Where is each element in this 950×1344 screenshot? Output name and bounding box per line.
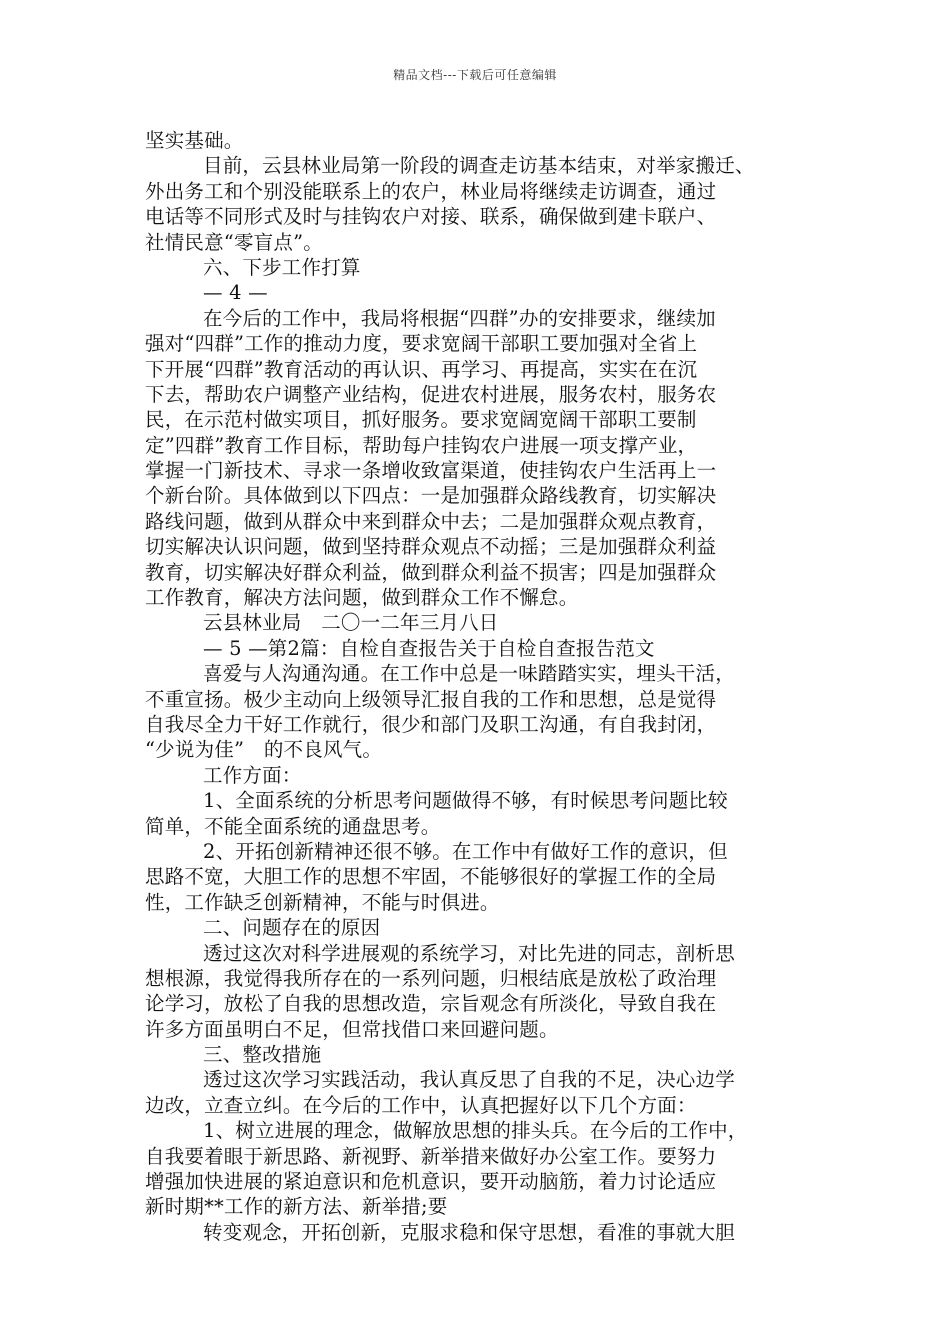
text-line: 定”四群”教育工作目标，帮助每户挂钩农户进展一项支撑产业， bbox=[145, 433, 698, 457]
text-line: “少说为佳” 的不良风气。 bbox=[145, 738, 383, 762]
text-line: 边改，立查立纠。在今后的工作中，认真把握好以下几个方面： bbox=[145, 1093, 697, 1117]
text-line: 透过这次对科学进展观的系统学习，对比先进的同志，剖析思 bbox=[203, 941, 735, 965]
text-line: 不重宣扬。极少主动向上级领导汇报自我的工作和思想，总是觉得 bbox=[145, 687, 717, 711]
text-line: 透过这次学习实践活动，我认真反思了自我的不足，决心边学 bbox=[203, 1068, 735, 1092]
text-line: 转变观念，开拓创新，克服求稳和保守思想，看准的事就大胆 bbox=[203, 1220, 735, 1244]
text-line: — 4 — bbox=[203, 281, 268, 305]
text-line: 思路不宽，大胆工作的思想不牢固，不能够很好的掌握工作的全局 bbox=[145, 865, 717, 889]
text-line: 新时期**工作的新方法、新举措;要 bbox=[145, 1195, 448, 1219]
text-line: 工作方面： bbox=[203, 763, 302, 787]
text-line: 性，工作缺乏创新精神，不能与时俱进。 bbox=[145, 890, 500, 914]
text-line: 三、整改措施 bbox=[203, 1043, 322, 1067]
text-line: 社情民意“零盲点”。 bbox=[145, 230, 323, 254]
text-line: 云县林业局 二〇一二年三月八日 bbox=[203, 611, 499, 635]
text-line: 增强加快进展的紧迫意识和危机意识，要开动脑筋，着力讨论适应 bbox=[145, 1170, 717, 1194]
text-line: 六、下步工作打算 bbox=[203, 255, 361, 279]
page-header: 精品文档---下载后可任意编辑 bbox=[393, 68, 557, 82]
text-line: 想根源，我觉得我所存在的一系列问题，归根结底是放松了政治理 bbox=[145, 966, 717, 990]
text-line: 下去，帮助农户调整产业结构，促进农村进展，服务农村，服务农 bbox=[145, 382, 717, 406]
text-line: 掌握一门新技术、寻求一条增收致富渠道，使挂钩农户生活再上一 bbox=[145, 459, 717, 483]
text-line: 工作教育，解决方法问题，做到群众工作不懈怠。 bbox=[145, 586, 579, 610]
text-line: 民，在示范村做实项目，抓好服务。要求宽阔宽阔干部职工要制 bbox=[145, 408, 697, 432]
text-line: 教育，切实解决好群众利益，做到群众利益不损害；四是加强群众 bbox=[145, 560, 717, 584]
text-line: 切实解决认识问题，做到坚持群众观点不动摇；三是加强群众利益 bbox=[145, 535, 717, 559]
text-line: 1、树立进展的理念，做解放思想的排头兵。在今后的工作中， bbox=[203, 1119, 748, 1143]
text-line: 坚实基础。 bbox=[145, 129, 244, 152]
text-line: 二、问题存在的原因 bbox=[203, 916, 381, 940]
text-line: 个新台阶。具体做到以下四点：一是加强群众路线教育，切实解决 bbox=[145, 484, 717, 508]
text-line: 2、开拓创新精神还很不够。在工作中有做好工作的意识，但 bbox=[203, 839, 728, 863]
text-line: 论学习，放松了自我的思想改造，宗旨观念有所淡化，导致自我在 bbox=[145, 992, 717, 1016]
text-line: 外出务工和个别没能联系上的农户，林业局将继续走访调查，通过 bbox=[145, 179, 717, 203]
text-line: 目前，云县林业局第一阶段的调查走访基本结束，对举家搬迁、 bbox=[203, 154, 755, 178]
text-line: 自我要着眼于新思路、新视野、新举措来做好办公室工作。要努力 bbox=[145, 1144, 717, 1168]
text-line: 强对“四群”工作的推动力度，要求宽阔干部职工要加强对全省上 bbox=[145, 332, 698, 356]
text-line: 在今后的工作中，我局将根据“四群”办的安排要求，继续加 bbox=[203, 306, 716, 330]
text-line: 许多方面虽明白不足，但常找借口来回避问题。 bbox=[145, 1017, 559, 1041]
text-line: 1、全面系统的分析思考问题做得不够，有时候思考问题比较 bbox=[203, 789, 728, 813]
text-line: 喜爱与人沟通沟通。在工作中总是一味踏踏实实，埋头干活， bbox=[203, 662, 735, 686]
text-line: 简单，不能全面系统的通盘思考。 bbox=[145, 814, 441, 838]
text-line: 电话等不同形式及时与挂钩农户对接、联系，确保做到建卡联户、 bbox=[145, 205, 717, 229]
text-line: 路线问题，做到从群众中来到群众中去；二是加强群众观点教育， bbox=[145, 509, 717, 533]
text-line: 自我尽全力干好工作就行，很少和部门及职工沟通，有自我封闭， bbox=[145, 712, 717, 736]
text-line: 下开展“四群”教育活动的再认识、再学习、再提高，实实在在沉 bbox=[145, 357, 698, 381]
text-line: — 5 —第2篇：自检自查报告关于自检自查报告范文 bbox=[203, 636, 655, 660]
document-body bbox=[145, 128, 815, 1245]
